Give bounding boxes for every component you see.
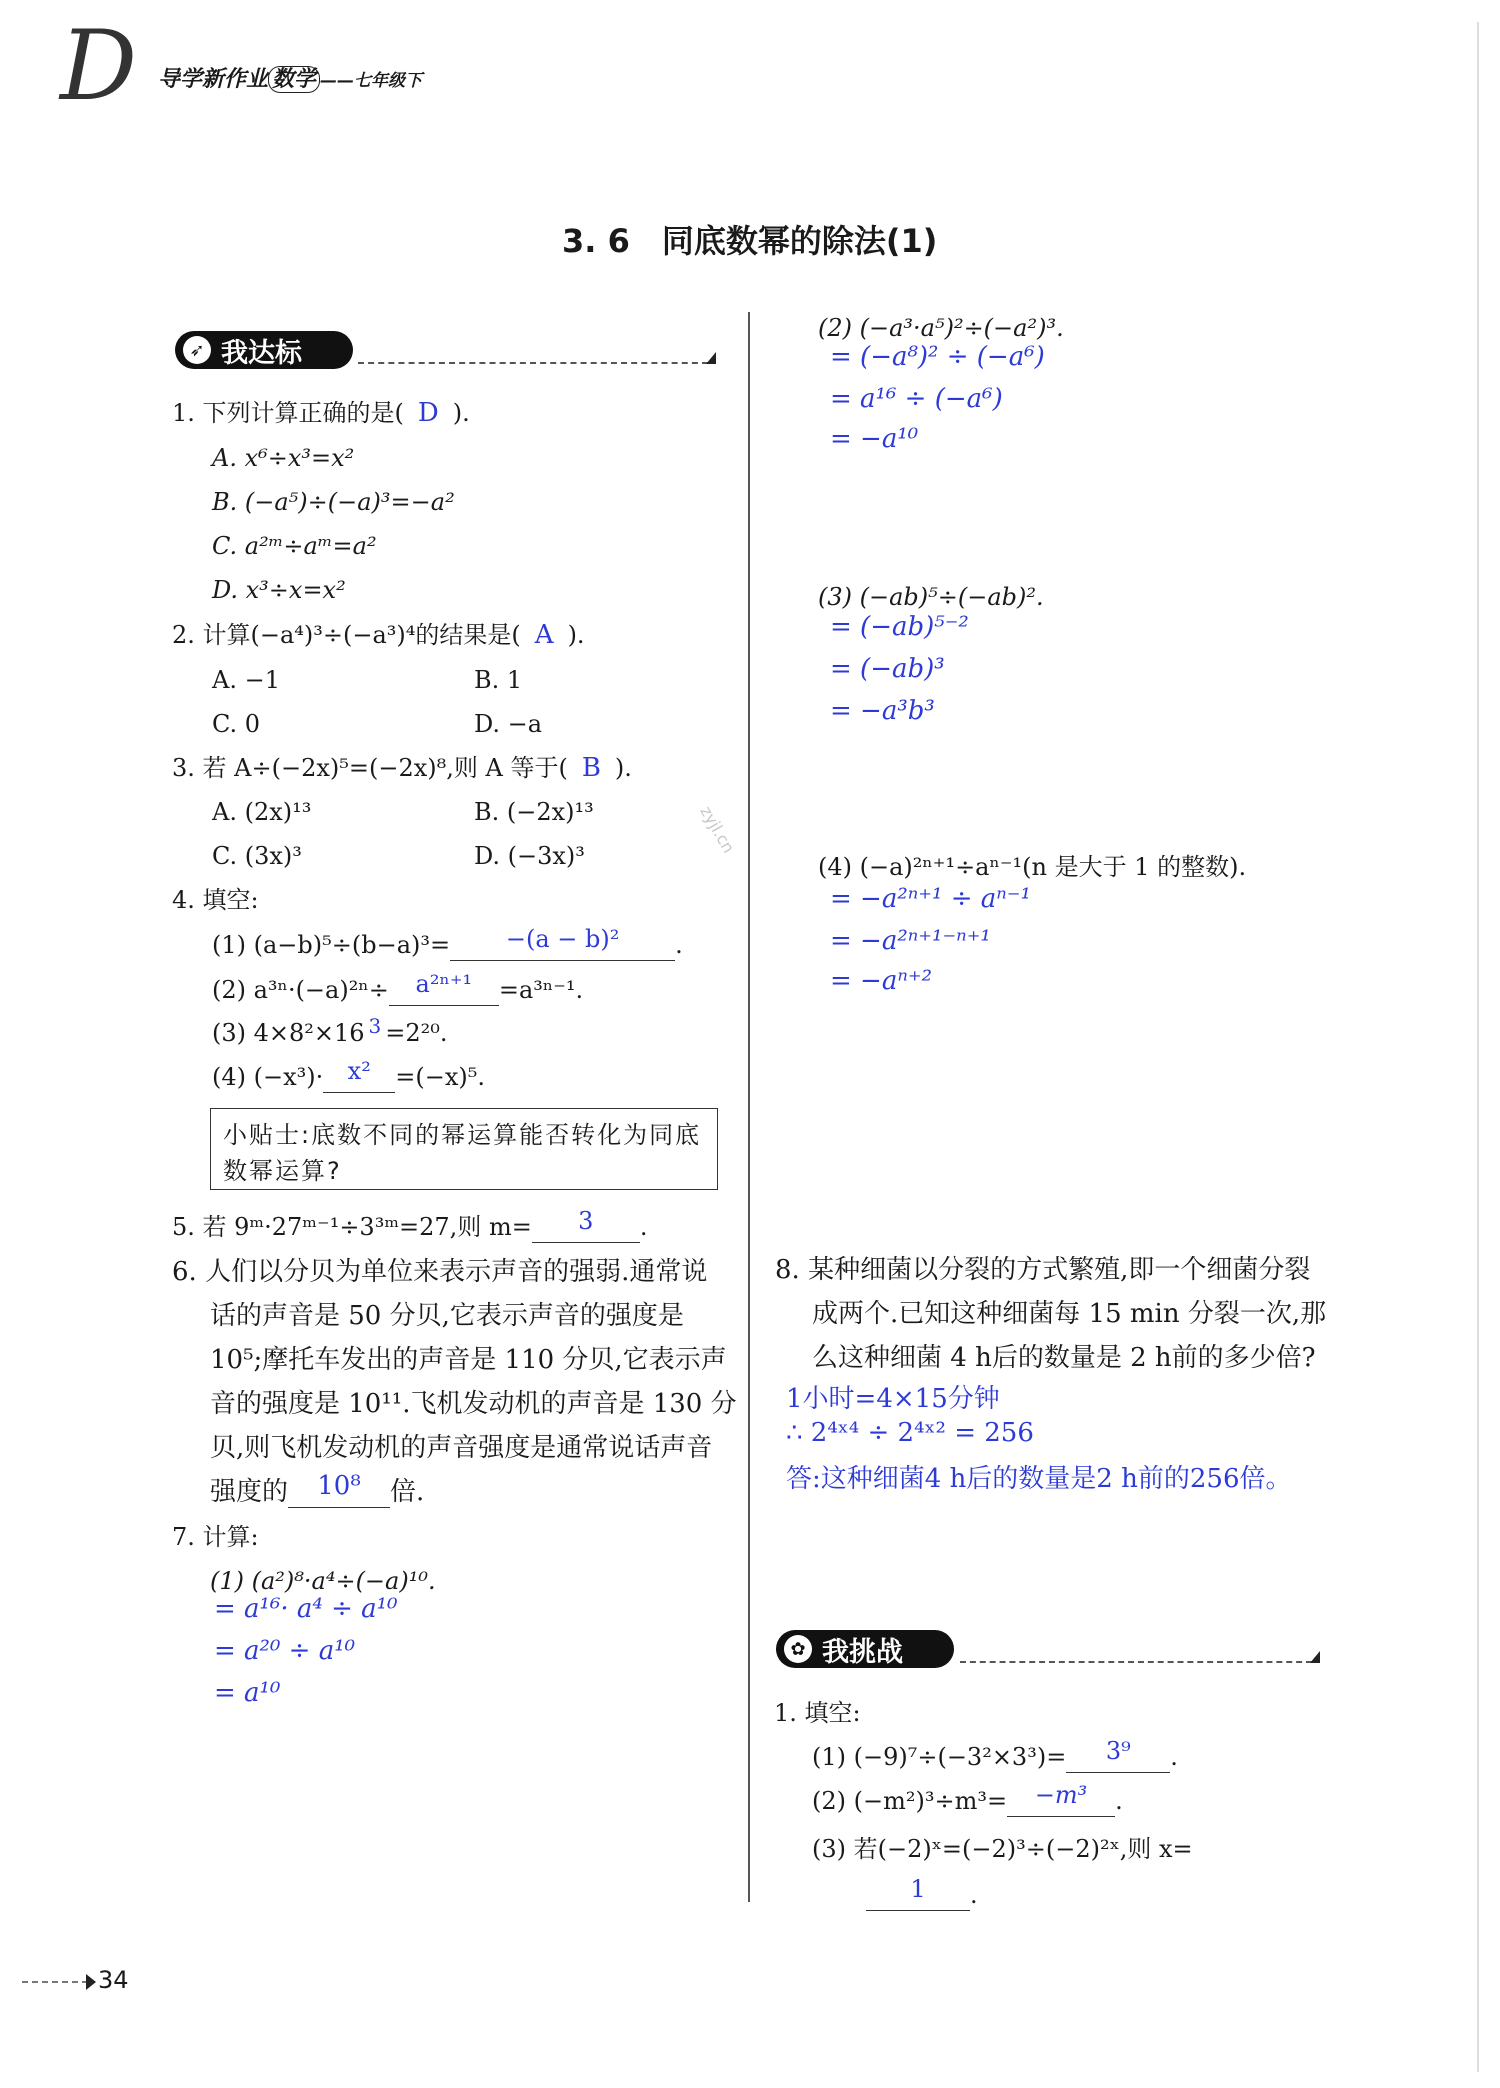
q7-part3-step-1: = (−ab)⁵⁻² <box>830 612 969 642</box>
q7-part1-step-1: = a¹⁶· a⁴ ÷ a¹⁰ <box>214 1594 398 1624</box>
q6-line-1: 6. 人们以分贝为单位来表示声音的强弱.通常说 <box>172 1257 708 1287</box>
q8-line-2: 成两个.已知这种细菌每 15 min 分裂一次,那 <box>812 1299 1327 1329</box>
q7-part3: (3) (−ab)⁵÷(−ab)². <box>818 583 1044 611</box>
page-edge-line <box>1477 22 1479 2072</box>
q4-part1-answer: −(a − b)² <box>505 925 620 953</box>
c1-part1: (1) (−9)⁷÷(−3²×3³)= 3⁹ . <box>812 1737 1178 1771</box>
q7-part1-step-3: = a¹⁰ <box>214 1678 281 1708</box>
grade-label: ——七年级下 <box>320 71 423 91</box>
q1-option-a: A. x⁶÷x³=x² <box>212 444 355 472</box>
q1-option-c: C. a²ᵐ÷aᵐ=a² <box>212 532 377 560</box>
q6-answer: 10⁸ <box>317 1471 361 1501</box>
c1-part2-answer: −m³ <box>1034 1781 1088 1809</box>
q3-option-b: B. (−2x)¹³ <box>474 798 594 826</box>
watermark: zyjl.cn <box>696 802 739 857</box>
q3-answer: B <box>581 753 601 783</box>
q8-line-3: 么这种细菌 4 h后的数量是 2 h前的多少倍? <box>812 1343 1316 1373</box>
q6-blank <box>288 1471 390 1508</box>
q3-stem: 3. 若 A÷(−2x)⁵=(−2x)⁸,则 A 等于( B ). <box>172 753 632 783</box>
section-title: 3. 6 同底数幂的除法(1) <box>562 222 938 260</box>
q8-solution-2: ∴ 2⁴ˣ⁴ ÷ 2⁴ˣ² = 256 <box>786 1418 1034 1448</box>
logo-letter: D <box>60 10 137 122</box>
c1-part3-answer-line: 1 . <box>866 1880 978 1911</box>
c1-part2-blank <box>1007 1781 1115 1817</box>
q7-part4-step-2: = −a²ⁿ⁺¹⁻ⁿ⁺¹ <box>830 926 991 956</box>
q4-part3: (3) 4×8²×16 $^3$ =2²⁰. <box>212 1014 448 1047</box>
q4-part4: (4) (−x³)· x² =(−x)⁵. <box>212 1057 485 1091</box>
corner-triangle-icon <box>706 352 716 364</box>
q2-option-a: A. −1 <box>212 666 280 694</box>
q8-line-1: 8. 某种细菌以分裂的方式繁殖,即一个细菌分裂 <box>775 1255 1311 1285</box>
c1-part1-answer: 3⁹ <box>1105 1737 1131 1765</box>
q4-part1: (1) (a−b)⁵÷(b−a)³= −(a − b)² . <box>212 925 683 959</box>
page-number-dashes <box>22 1981 88 1983</box>
subject-name: 数学 <box>268 66 320 93</box>
q7-part2: (2) (−a³·a⁵)²÷(−a²)³. <box>818 314 1064 342</box>
q2-answer: A <box>534 620 554 650</box>
q2-option-d: D. −a <box>474 710 543 738</box>
c1-part3-blank <box>866 1875 970 1911</box>
arrow-target-icon: ➶ <box>183 336 211 364</box>
badge-dash-line-right <box>960 1661 1312 1663</box>
q4-part4-answer: x² <box>347 1057 371 1085</box>
q2-option-b: B. 1 <box>474 666 523 694</box>
q4-part2: (2) a³ⁿ·(−a)²ⁿ÷ a²ⁿ⁺¹ =a³ⁿ⁻¹. <box>212 970 584 1004</box>
badge-wotiaozhan: ✿ 我挑战 <box>776 1630 954 1668</box>
q4-stem: 4. 填空: <box>172 886 259 914</box>
badge-woda: ➶ 我达标 <box>175 331 353 369</box>
q1-answer: D <box>417 398 439 428</box>
q6-line-2: 话的声音是 50 分贝,它表示声音的强度是 <box>210 1301 684 1331</box>
q7-part1: (1) (a²)⁸·a⁴÷(−a)¹⁰. <box>210 1567 436 1595</box>
q6-line-6: 强度的 10⁸ 倍. <box>210 1471 425 1507</box>
c1-part3-answer: 1 <box>910 1875 926 1903</box>
q2-option-c: C. 0 <box>212 710 261 738</box>
q3-option-d: D. (−3x)³ <box>474 842 585 870</box>
q7-part2-step-1: = (−a⁸)² ÷ (−a⁶) <box>830 342 1045 372</box>
q4-part4-blank <box>323 1057 395 1093</box>
bulb-icon: ✿ <box>784 1635 812 1663</box>
q8-solution-3: 答:这种细菌4 h后的数量是2 h前的256倍。 <box>786 1464 1292 1494</box>
q5-answer: 3 <box>578 1207 594 1235</box>
q7-stem: 7. 计算: <box>172 1523 259 1551</box>
column-divider <box>748 312 750 1902</box>
badge-dash-line-left <box>358 362 708 364</box>
q8-solution-1: 1小时=4×15分钟 <box>786 1384 1000 1414</box>
q3-option-c: C. (3x)³ <box>212 842 302 870</box>
q6-line-4: 音的强度是 10¹¹.飞机发动机的声音是 130 分 <box>210 1389 737 1419</box>
book-title <box>158 62 422 93</box>
page-number: 34 <box>98 1966 129 1994</box>
q6-line-3: 10⁵;摩托车发出的声音是 110 分贝,它表示声 <box>210 1345 727 1375</box>
q4-part2-answer: a²ⁿ⁺¹ <box>415 970 473 998</box>
q7-part1-step-2: = a²⁰ ÷ a¹⁰ <box>214 1636 356 1666</box>
q1-option-d: D. x³÷x=x² <box>212 576 346 604</box>
q7-part2-step-2: = a¹⁶ ÷ (−a⁶) <box>830 384 1003 414</box>
q5-stem: 5. 若 9ᵐ·27ᵐ⁻¹÷3³ᵐ=27,则 m= 3 . <box>172 1207 648 1241</box>
q7-part4-step-3: = −aⁿ⁺² <box>830 966 933 996</box>
page-number-arrow-icon <box>86 1974 96 1990</box>
corner-triangle-icon-right <box>1310 1651 1320 1663</box>
q4-part2-blank <box>389 970 499 1006</box>
c1-stem: 1. 填空: <box>774 1699 861 1727</box>
c1-part3: (3) 若(−2)ˣ=(−2)³÷(−2)²ˣ,则 x= <box>812 1835 1193 1863</box>
q7-part3-step-3: = −a³b³ <box>830 696 935 726</box>
q5-blank <box>532 1207 640 1243</box>
c1-part2: (2) (−m²)³÷m³= −m³ . <box>812 1781 1123 1815</box>
q3-option-a: A. (2x)¹³ <box>212 798 312 826</box>
q2-stem: 2. 计算(−a⁴)³÷(−a³)⁴的结果是( A ). <box>172 620 585 650</box>
q4-part1-blank <box>450 925 675 961</box>
q7-part2-step-3: = −a¹⁰ <box>830 424 919 454</box>
book-name: 导学新作业 <box>158 67 269 92</box>
tip-box: 小贴士:底数不同的幂运算能否转化为同底数幂运算? <box>210 1108 718 1190</box>
q7-part4-step-1: = −a²ⁿ⁺¹ ÷ aⁿ⁻¹ <box>830 884 1031 914</box>
c1-part1-blank <box>1066 1737 1170 1773</box>
q4-part3-answer: 3 <box>368 1014 382 1038</box>
q7-part4: (4) (−a)²ⁿ⁺¹÷aⁿ⁻¹(n 是大于 1 的整数). <box>818 853 1247 881</box>
q1-stem: 1. 下列计算正确的是( D ). <box>172 398 470 428</box>
q1-option-b: B. (−a⁵)÷(−a)³=−a² <box>212 488 455 516</box>
q6-line-5: 贝,则飞机发动机的声音强度是通常说话声音 <box>210 1433 713 1463</box>
q7-part3-step-2: = (−ab)³ <box>830 654 945 684</box>
